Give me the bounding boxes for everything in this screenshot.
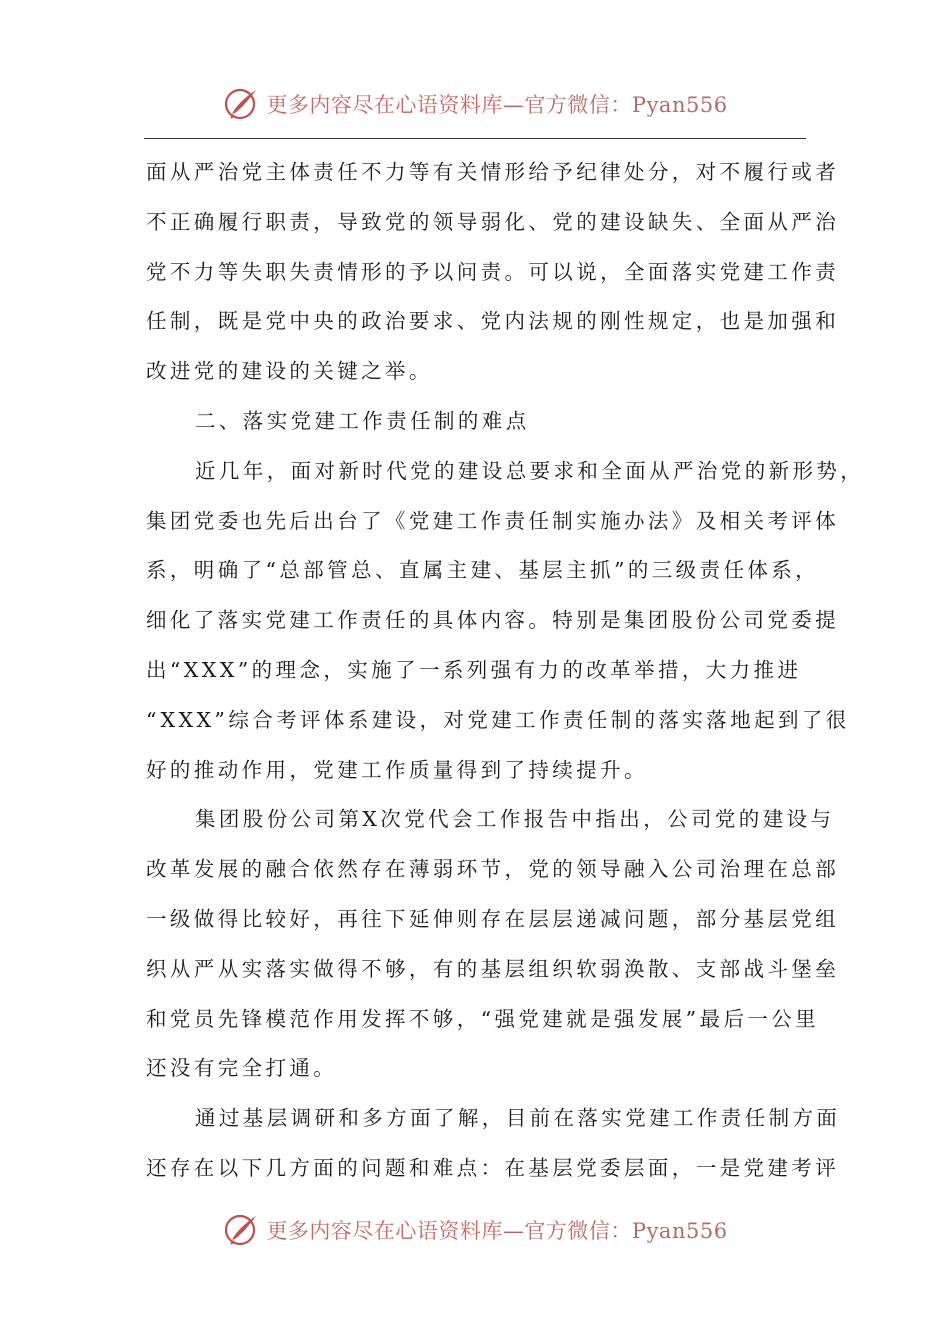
quill-logo-icon — [222, 1210, 262, 1250]
header-contact-text: 官方微信：Pyan556 — [524, 93, 728, 117]
footer-watermark-text — [266, 1215, 727, 1245]
footer-watermark — [0, 1210, 950, 1250]
text-line: 通过基层调研和多方面了解，目前在落实党建工作责任制方面 — [195, 1106, 841, 1131]
text-line: “XXX”综合考评体系建设，对党建工作责任制的落实落地起到了很 — [146, 707, 850, 732]
document-body — [146, 148, 865, 1194]
text-line: 出“XXX”的理念，实施了一系列强有力的改革举措，大力推进 — [146, 657, 802, 682]
section-heading: 二、落实党建工作责任制的难点 — [195, 408, 530, 433]
text-line: 和党员先锋模范作用发挥不够，“强党建就是强发展”最后一公里 — [146, 1006, 820, 1031]
text-line: 织从严从实落实做得不够，有的基层组织软弱涣散、支部战斗堡垒 — [146, 956, 840, 981]
header-brand-text: 更多内容尽在心语资料库 — [266, 93, 503, 117]
quill-logo-icon — [222, 84, 262, 124]
footer-contact-text: 官方微信：Pyan556 — [524, 1219, 728, 1243]
text-line: 不正确履行职责，导致党的领导弱化、党的建设缺失、全面从严治 — [146, 209, 840, 234]
text-line: 党不力等失职失责情形的予以问责。可以说，全面落实党建工作责 — [146, 259, 840, 284]
text-line: 改进党的建设的关键之举。 — [146, 359, 433, 384]
header-watermark-text — [266, 89, 727, 119]
text-line: 一级做得比较好，再往下延伸则存在层层递减问题，部分基层党组 — [146, 906, 840, 931]
text-line: 改革发展的融合依然存在薄弱环节，党的领导融入公司治理在总部 — [146, 857, 840, 882]
footer-dash: — — [502, 1219, 525, 1243]
text-line: 细化了落实党建工作责任的具体内容。特别是集团股份公司党委提 — [146, 608, 840, 633]
header-rule — [144, 138, 806, 139]
header-dash: — — [502, 93, 525, 117]
text-line: 还存在以下几方面的问题和难点：在基层党委层面，一是党建考评 — [146, 1155, 840, 1180]
text-line: 任制，既是党中央的政治要求、党内法规的刚性规定，也是加强和 — [146, 309, 840, 334]
text-line: 近几年，面对新时代党的建设总要求和全面从严治党的新形势， — [195, 458, 865, 483]
text-line: 面从严治党主体责任不力等有关情形给予纪律处分，对不履行或者 — [146, 160, 840, 184]
header-watermark — [0, 84, 950, 124]
text-line: 集团股份公司第X次党代会工作报告中指出，公司党的建设与 — [195, 807, 835, 832]
footer-brand-text: 更多内容尽在心语资料库 — [266, 1219, 503, 1243]
text-line: 还没有完全打通。 — [146, 1056, 338, 1081]
text-line: 好的推动作用，党建工作质量得到了持续提升。 — [146, 757, 648, 782]
text-line: 集团党委也先后出台了《党建工作责任制实施办法》及相关考评体 — [146, 508, 840, 533]
text-line: 系，明确了“总部管总、直属主建、基层主抓”的三级责任体系， — [146, 558, 820, 583]
